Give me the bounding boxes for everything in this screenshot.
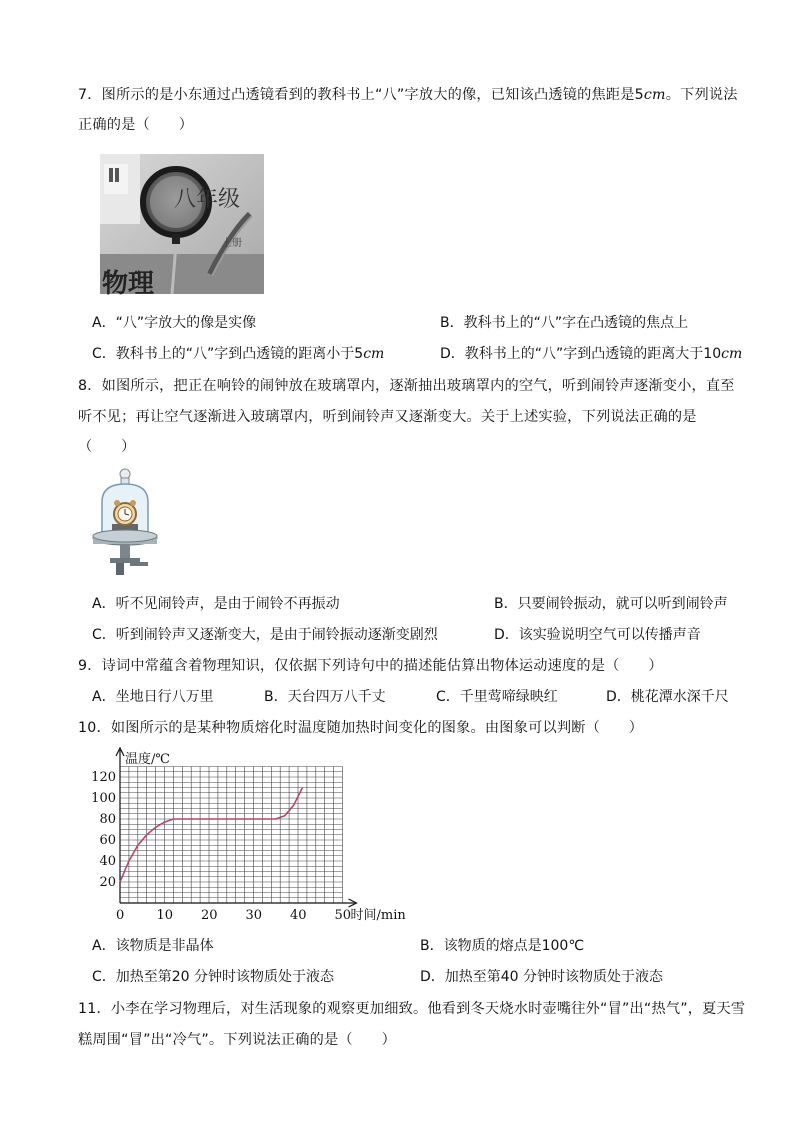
- q7-option-d-text: D．教科书上的“八”字到凸透镜的距离大于: [440, 346, 704, 362]
- q9-line1: 9．诗词中常蕴含着物理知识，仅依据下列诗句中的描述能估算出物体运动速度的是（ ）: [78, 658, 663, 674]
- x-tick-label: 50: [334, 908, 352, 923]
- x-tick-label: 0: [116, 908, 125, 923]
- q10-option-c: C．加热至第20 分钟时该物质处于液态: [92, 969, 335, 985]
- y-tick-label: 40: [99, 854, 116, 869]
- photo-caption-3: 物理: [102, 269, 155, 299]
- q7-line1-text: 7．图所示的是小东通过凸透镜看到的教科书上“八”字放大的像，已知该凸透镜的焦距是: [78, 87, 635, 103]
- y-tick-label: 20: [99, 875, 116, 890]
- q7-line1-end: 。下列说法: [665, 87, 738, 103]
- magnifier-photo: [100, 154, 264, 299]
- y-axis-label: 温度/℃: [125, 752, 170, 767]
- y-tick-label: 80: [99, 812, 116, 827]
- q7-option-d-unit: cm: [721, 346, 743, 362]
- x-axis-label: 时间/min: [350, 908, 406, 923]
- photo-caption-2: 上册: [222, 238, 242, 249]
- bell-jar-figure: [90, 466, 170, 581]
- q10-line1: 10．如图所示的是某种物质熔化时温度随加热时间变化的图象。由图象可以判断（ ）: [78, 720, 644, 736]
- q7-option-d-value: 10: [703, 346, 722, 362]
- q7-line1: [78, 84, 738, 104]
- q7-option-c-text: C．教科书上的“八”字到凸透镜的距离小于: [92, 346, 355, 362]
- x-tick-label: 20: [201, 908, 218, 923]
- q9-option-c: C．千里莺啼绿映红: [436, 689, 558, 705]
- q10-option-b: B．该物质的熔点是100℃: [420, 938, 585, 954]
- photo-caption: 八年级: [174, 187, 241, 212]
- q8-line2: 听不见；再让空气逐渐进入玻璃罩内，听到闹铃声又逐渐变大。关于上述实验，下列说法正确的是: [78, 409, 697, 425]
- q7-option-c-value: 5: [354, 346, 364, 362]
- y-tick-label: 120: [91, 770, 116, 785]
- q7-option-c-unit: cm: [363, 346, 385, 362]
- x-tick-label: 40: [290, 908, 307, 923]
- q7-focal-value: 5: [634, 87, 644, 103]
- q7-option-a: A．“八”字放大的像是实像: [92, 315, 257, 331]
- q8-option-b: B．只要闹铃振动，就可以听到闹铃声: [494, 596, 728, 612]
- q8-option-a: A．听不见闹铃声，是由于闹铃不再振动: [92, 596, 340, 612]
- q8-option-d: D．该实验说明空气可以传播声音: [494, 627, 701, 643]
- y-tick-label: 100: [91, 791, 116, 806]
- q9-option-b: B．天台四万八千丈: [264, 689, 386, 705]
- q9-option-a: A．坐地日行八万里: [92, 689, 214, 705]
- q10-option-d: D．加热至第40 分钟时该物质处于液态: [420, 969, 664, 985]
- q7-line2: 正确的是（ ）: [78, 117, 194, 133]
- q8-line3: （ ）: [78, 439, 136, 455]
- q11-line2: 糕周围“冒”出“冷气”。下列说法正确的是（ ）: [78, 1032, 396, 1048]
- q9-option-d: D．桃花潭水深千尺: [606, 689, 729, 705]
- q7-focal-unit: cm: [643, 87, 666, 103]
- q7-option-d: [440, 343, 742, 363]
- q7-option-b: B．教科书上的“八”字在凸透镜的焦点上: [440, 315, 689, 331]
- q7-option-c: [92, 343, 384, 363]
- x-tick-label: 30: [245, 908, 263, 923]
- melting-graph: [91, 745, 425, 930]
- q8-line1: 8．如图所示，把正在响铃的闹钟放在玻璃罩内，逐渐抽出玻璃罩内的空气，听到闹铃声逐渐变小，直至: [78, 378, 735, 394]
- y-tick-label: 60: [99, 833, 116, 848]
- q8-option-c: C．听到闹铃声又逐渐变大，是由于闹铃振动逐渐变剧烈: [92, 627, 438, 643]
- q11-line1: 11．小李在学习物理后，对生活现象的观察更加细致。他看到冬天烧水时壶嘴往外“冒”出“热气”，夏天雪: [78, 1001, 746, 1017]
- q10-option-a: A．该物质是非晶体: [92, 938, 214, 954]
- x-tick-label: 10: [156, 908, 174, 923]
